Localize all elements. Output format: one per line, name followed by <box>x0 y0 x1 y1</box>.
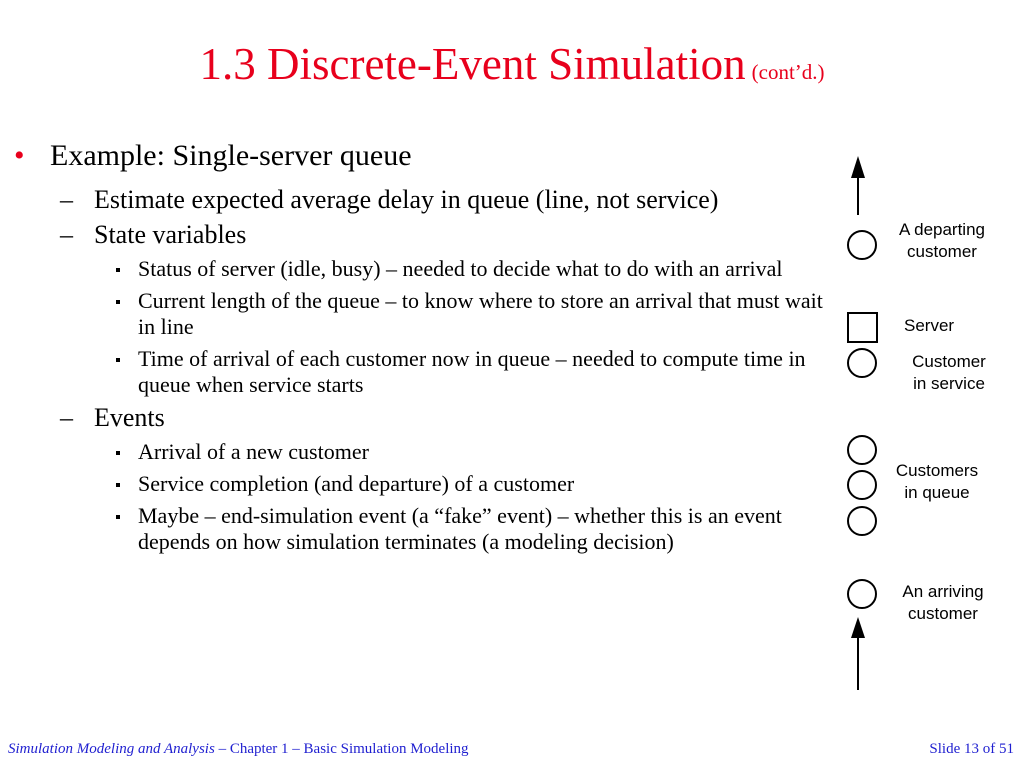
bullet-ev2 <box>14 471 824 497</box>
label-server: Server <box>904 316 955 335</box>
departure-arrow-head-icon <box>851 156 865 178</box>
arrival-arrow-head-icon <box>851 617 865 638</box>
arriving-customer-circle <box>848 580 876 608</box>
bullet-ev1-text: Arrival of a new customer <box>138 439 369 464</box>
bullet-ev2-text: Service completion (and departure) of a customer <box>138 471 575 496</box>
label-in-queue-line2: in queue <box>904 483 970 502</box>
footer-chapter: – Chapter 1 – Basic Simulation Modeling <box>214 741 469 757</box>
queue-customer-circle-1 <box>848 436 876 464</box>
square-bullet-icon <box>116 451 120 455</box>
slide-title-contd: (cont’d.) <box>751 60 825 84</box>
square-bullet-icon <box>116 268 120 272</box>
bullet-sv1 <box>14 256 824 282</box>
bullet-sv2-text: Current length of the queue – to know where to store an arrival that must wait in line <box>138 288 823 339</box>
label-in-service <box>894 351 1004 395</box>
label-departing <box>884 219 1000 263</box>
dash-icon: – <box>60 185 73 214</box>
bullet-sv2 <box>14 288 824 340</box>
bullet-ev3-text: Maybe – end-simulation event (a “fake” event) – whether this is an event depends on how simulation terminates (a modeling decision) <box>138 503 782 554</box>
label-arriving-line2: customer <box>908 604 978 623</box>
label-in-queue-line1: Customers <box>895 461 979 480</box>
dash-icon: – <box>60 220 73 249</box>
bullet-example <box>14 138 824 174</box>
bullet-estimate-text: Estimate expected average delay in queue (line, not service) <box>94 185 719 214</box>
bullet-sv3-text: Time of arrival of each customer now in queue – needed to compute time in queue when service starts <box>138 346 806 397</box>
bullet-example-text: Example: Single-server queue <box>50 139 412 172</box>
departing-customer-circle <box>848 231 876 259</box>
queue-customer-circle-2 <box>848 471 876 499</box>
bullet-events-text: Events <box>94 403 165 432</box>
label-in-service-line1: Customer <box>912 352 986 371</box>
bullet-ev1 <box>14 439 824 465</box>
square-bullet-icon <box>116 515 120 519</box>
label-in-service-line2: in service <box>913 374 985 393</box>
label-departing-line1: A departing <box>898 220 985 239</box>
bullet-state-variables <box>14 219 824 250</box>
label-arriving <box>888 581 998 625</box>
footer-source <box>8 741 469 758</box>
bullet-sv3 <box>14 346 824 398</box>
queue-customer-circle-3 <box>848 507 876 535</box>
bullet-ev3 <box>14 503 824 555</box>
slide-title-main: 1.3 Discrete-Event Simulation <box>199 39 746 89</box>
dash-icon: – <box>60 403 73 432</box>
bullet-sv1-text: Status of server (idle, busy) – needed to decide what to do with an arrival <box>138 256 783 281</box>
label-arriving-line1: An arriving <box>902 582 984 601</box>
in-service-customer-circle <box>848 349 876 377</box>
slide-body <box>14 138 824 555</box>
footer-book-title: Simulation Modeling and Analysis <box>8 741 215 757</box>
footer-slide-number: Slide 13 of 51 <box>929 741 1014 757</box>
square-bullet-icon <box>116 358 120 362</box>
square-bullet-icon <box>116 300 120 304</box>
bullet-dot-icon: • <box>14 139 25 172</box>
label-departing-line2: customer <box>907 242 977 261</box>
slide-title <box>0 38 1024 90</box>
server-box <box>848 313 877 342</box>
bullet-events <box>14 402 824 433</box>
bullet-estimate <box>14 184 824 215</box>
label-in-queue <box>884 460 990 504</box>
bullet-state-variables-text: State variables <box>94 220 247 249</box>
square-bullet-icon <box>116 483 120 487</box>
